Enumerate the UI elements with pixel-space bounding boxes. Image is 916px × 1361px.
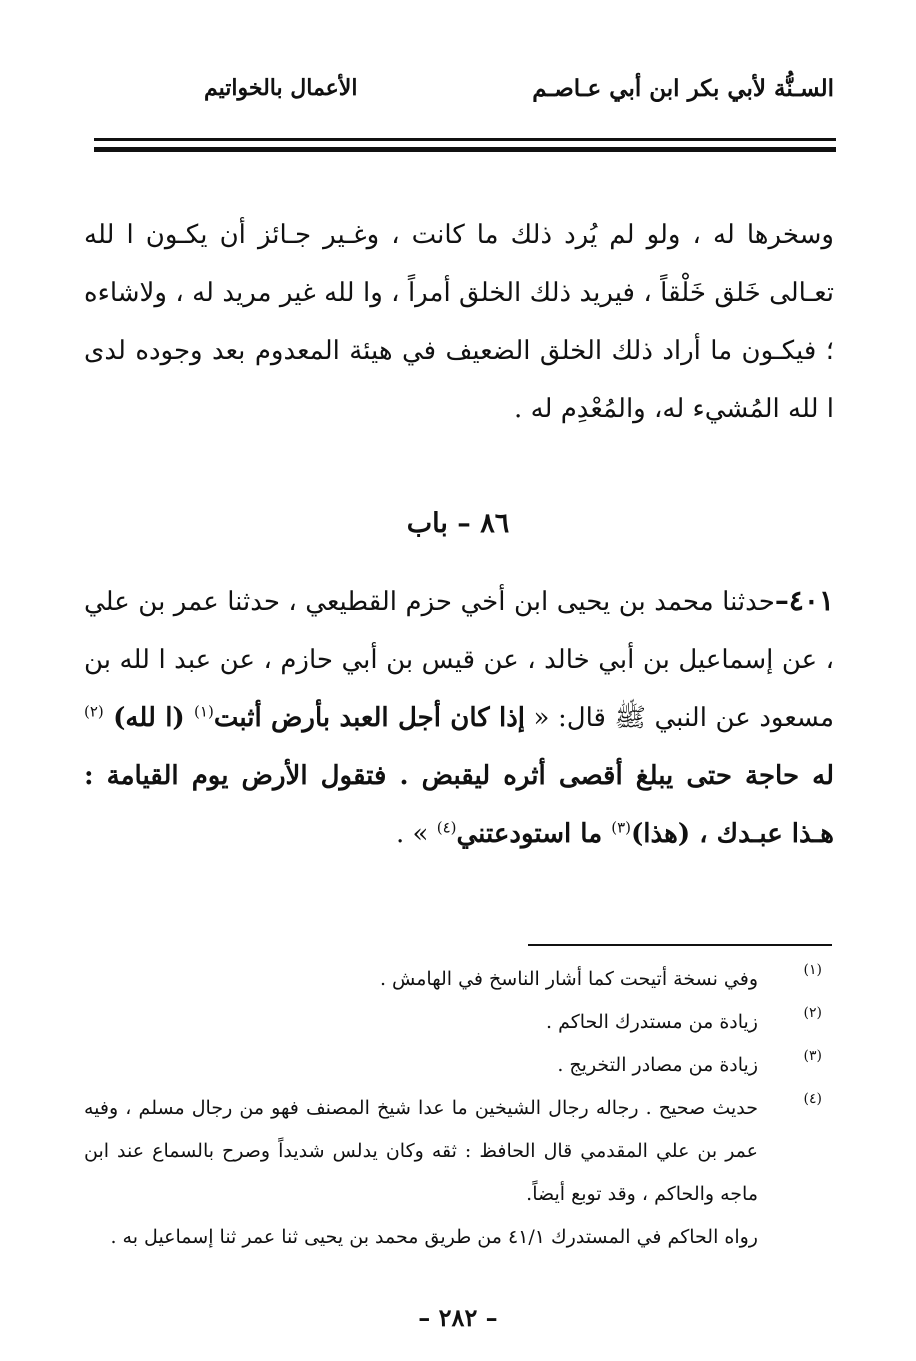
book-title: السـنُّة لأبي بكر ابن أبي عـاصـم [532,75,834,102]
footnote-text: زيادة من مصادر التخريج . [557,1054,758,1076]
hadith-dash: – [774,584,789,617]
chapter-heading: ٨٦ – باب [406,508,510,539]
footnote-ref-1: (١) [194,702,214,721]
header-rule-thick [94,147,836,152]
footnote-item [84,958,836,1001]
footnote-ref-2: (٢) [84,702,104,721]
footnotes [84,958,836,1259]
section-title: الأعمال بالخواتيم [204,75,358,101]
page-number: – ٢٨٢ – [418,1303,498,1332]
footnote-item [84,1044,836,1087]
footnote-continuation: رواه الحاكم في المستدرك ٤١/١ من طريق محمد بن يحيى ثنا عمر ثنا إسماعيل به . [110,1226,758,1248]
footnote-mark: (٣) [803,1048,822,1064]
footnote-text: حديث صحيح . رجاله رجال الشيخين ما عدا شيخ المصنف فهو من رجال مسلم ، وفيه عمر بن علي المقدمي قال الحافظ : ثقه وكان يدلس شديداً وصرح بالسماع عند ابن ماجه والحاكم ، وقد توبع أيضاً. [84,1097,758,1205]
running-header [92,75,834,115]
header-rule-thin [94,138,836,141]
footnote-ref-4: (٤) [436,818,457,837]
footnote-item [84,1001,836,1044]
hadith-paragraph [84,572,834,863]
footnote-mark: (٤) [803,1091,822,1107]
footnote-mark: (٢) [803,1005,822,1021]
footnote-text: وفي نسخة أتيحت كما أشار الناسخ في الهامش . [379,968,758,990]
footnote-item [84,1087,836,1216]
hadith-text-part-1: إذا كان أجل العبد بأرض أثبت [213,703,525,733]
hadith-number: ٤٠١ [788,584,834,617]
hadith-text-part-4: ما استودعتني [456,819,612,849]
footnote-separator [528,944,832,946]
hadith-text-part-3: له حاجة حتى يبلغ أقصى أثره ليقبض . فتقول الأرض يوم القيامة : هـذا عبـدك ، (هذا) [84,761,834,849]
footnote-text: زيادة من مستدرك الحاكم . [546,1011,758,1033]
hadith-closing: » . [396,819,437,849]
footnote-ref-3: (٣) [611,818,631,837]
body-paragraph: وسخرها له ، ولو لم يُرد ذلك ما كانت ، وغـير جـائز أن يكـون ا لله تعـالى خَلق خَلْقاً ، فيريد ذلك الخلق أمراً ، وا لله غير مريد له ، ولاشاءه ؛ فيكـون ما أراد ذلك الخلق الضعيف في هيئة المعدوم بعد وجوده لدى ا لله المُشيء له، والمُعْدِم له . [84,220,834,424]
footnote-mark: (١) [803,962,822,978]
hadith-text-part-2: (ا لله) [103,703,195,733]
hadith-isnad: حدثنا محمد بن يحيى ابن أخي حزم القطيعي ، حدثنا عمر بن علي ، عن إسماعيل بن أبي خالد ، عن قيس بن أبي حازم ، عن عبد ا لله بن مسعود عن النبي ﷺ قال: « [84,587,834,733]
